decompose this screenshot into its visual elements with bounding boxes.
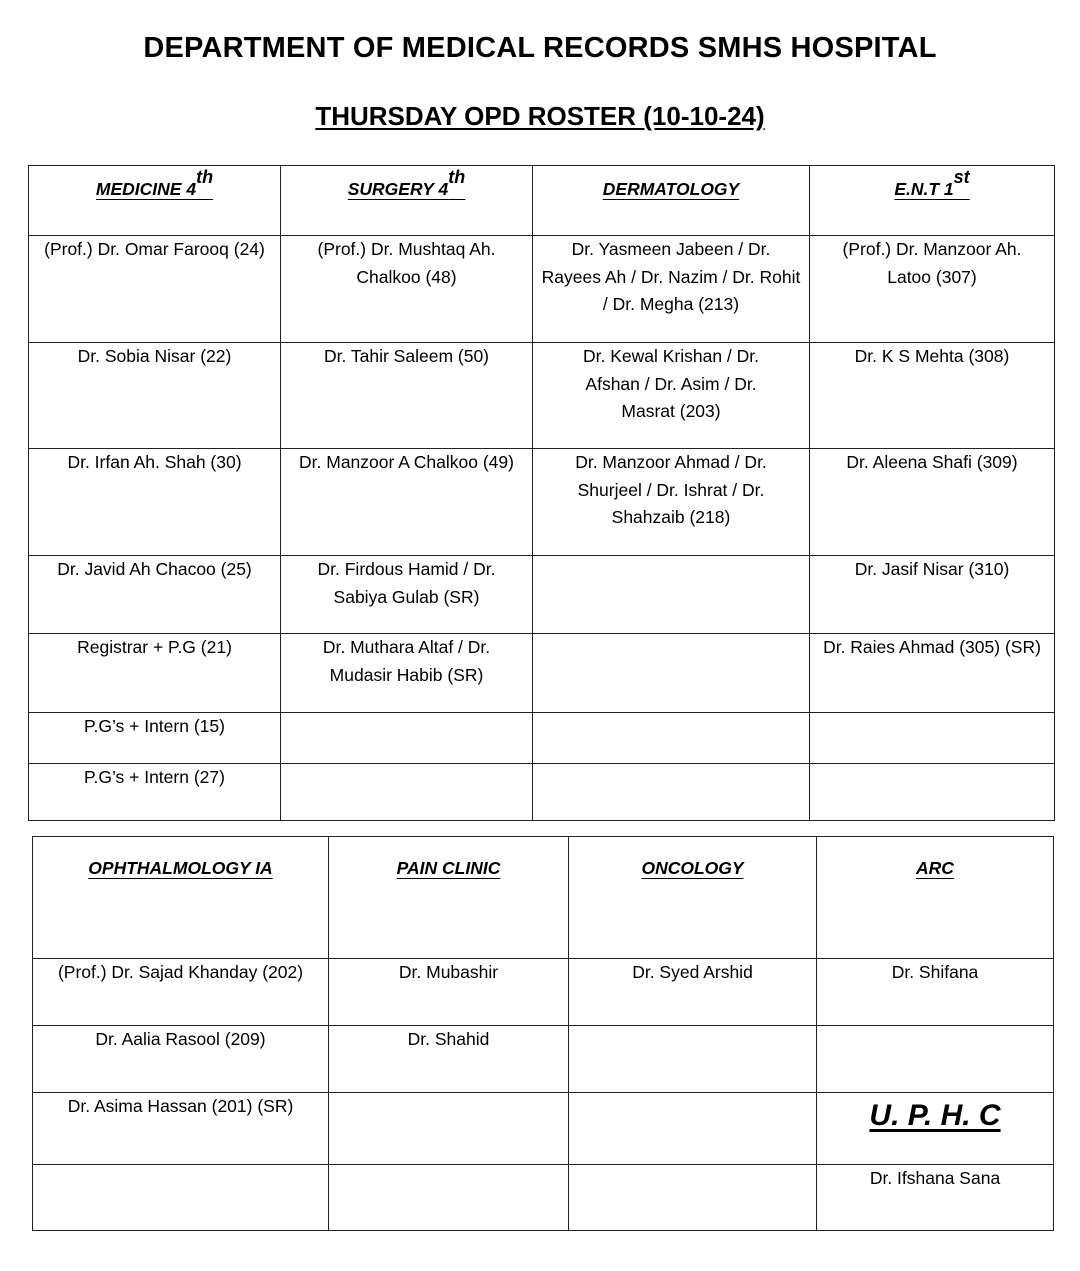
roster-cell — [281, 713, 533, 764]
column-header-pain-clinic: PAIN CLINIC — [329, 837, 569, 959]
column-header-medicine: MEDICINE 4th — [29, 166, 281, 236]
table-row — [29, 236, 1055, 343]
roster-cell — [33, 1165, 329, 1231]
roster-table-2 — [32, 836, 1054, 1231]
roster-cell: (Prof.) Dr. Sajad Khanday (202) — [33, 959, 329, 1026]
roster-cell: Dr. Manzoor A Chalkoo (49) — [281, 449, 533, 556]
table-row — [29, 764, 1055, 821]
roster-cell — [329, 1165, 569, 1231]
roster-cell — [817, 1026, 1054, 1093]
roster-cell: Registrar + P.G (21) — [29, 634, 281, 713]
table-header-row — [33, 837, 1054, 959]
roster-cell: Dr. Yasmeen Jabeen / Dr. Rayees Ah / Dr. Nazim / Dr. Rohit / Dr. Megha (213) — [533, 236, 810, 343]
roster-cell: Dr. Irfan Ah. Shah (30) — [29, 449, 281, 556]
table-row — [29, 556, 1055, 634]
roster-cell: Dr. Javid Ah Chacoo (25) — [29, 556, 281, 634]
roster-cell: Dr. Asima Hassan (201) (SR) — [33, 1093, 329, 1165]
roster-cell — [533, 556, 810, 634]
roster-subtitle: THURSDAY OPD ROSTER (10-10-24) — [315, 101, 765, 131]
table-row — [33, 1093, 1054, 1165]
roster-cell — [329, 1093, 569, 1165]
roster-cell — [281, 764, 533, 821]
roster-cell: Dr. Jasif Nisar (310) — [810, 556, 1055, 634]
roster-cell — [810, 713, 1055, 764]
column-header-ophthalmology: OPHTHALMOLOGY IA — [33, 837, 329, 959]
column-header-arc: ARC — [817, 837, 1054, 959]
roster-cell: Dr. Raies Ahmad (305) (SR) — [810, 634, 1055, 713]
roster-cell: Dr. Muthara Altaf / Dr. Mudasir Habib (SR) — [281, 634, 533, 713]
roster-cell: Dr. Aalia Rasool (209) — [33, 1026, 329, 1093]
table-row — [33, 1026, 1054, 1093]
roster-cell — [810, 764, 1055, 821]
column-header-oncology: ONCOLOGY — [569, 837, 817, 959]
roster-cell: Dr. Aleena Shafi (309) — [810, 449, 1055, 556]
roster-cell — [533, 634, 810, 713]
uphc-header: U. P. H. C — [869, 1099, 1001, 1132]
column-header-surgery: SURGERY 4th — [281, 166, 533, 236]
roster-cell: P.G’s + Intern (15) — [29, 713, 281, 764]
roster-cell: Dr. Sobia Nisar (22) — [29, 343, 281, 449]
roster-cell: Dr. K S Mehta (308) — [810, 343, 1055, 449]
roster-cell: (Prof.) Dr. Manzoor Ah. Latoo (307) — [810, 236, 1055, 343]
roster-cell: Dr. Ifshana Sana — [817, 1165, 1054, 1231]
table-header-row — [29, 166, 1055, 236]
roster-table-1 — [28, 165, 1055, 821]
table-row — [33, 959, 1054, 1026]
roster-cell: Dr. Shifana — [817, 959, 1054, 1026]
table-row — [29, 634, 1055, 713]
roster-cell: Dr. Syed Arshid — [569, 959, 817, 1026]
roster-cell: (Prof.) Dr. Omar Farooq (24) — [29, 236, 281, 343]
page-title: DEPARTMENT OF MEDICAL RECORDS SMHS HOSPITAL — [143, 32, 937, 64]
roster-cell: Dr. Mubashir — [329, 959, 569, 1026]
roster-cell — [569, 1026, 817, 1093]
roster-cell: Dr. Manzoor Ahmad / Dr. Shurjeel / Dr. Ishrat / Dr. Shahzaib (218) — [533, 449, 810, 556]
roster-cell: P.G’s + Intern (27) — [29, 764, 281, 821]
column-header-dermatology: DERMATOLOGY — [533, 166, 810, 236]
roster-cell: Dr. Tahir Saleem (50) — [281, 343, 533, 449]
roster-cell — [569, 1165, 817, 1231]
column-header-ent: E.N.T 1st — [810, 166, 1055, 236]
roster-cell: Dr. Firdous Hamid / Dr. Sabiya Gulab (SR) — [281, 556, 533, 634]
roster-cell — [533, 713, 810, 764]
table-row — [29, 713, 1055, 764]
roster-cell — [569, 1093, 817, 1165]
table-row — [29, 449, 1055, 556]
uphc-section-header — [817, 1093, 1054, 1165]
roster-cell — [533, 764, 810, 821]
roster-cell: Dr. Shahid — [329, 1026, 569, 1093]
roster-cell: (Prof.) Dr. Mushtaq Ah. Chalkoo (48) — [281, 236, 533, 343]
table-row — [33, 1165, 1054, 1231]
roster-cell: Dr. Kewal Krishan / Dr. Afshan / Dr. Asim / Dr. Masrat (203) — [533, 343, 810, 449]
table-row — [29, 343, 1055, 449]
